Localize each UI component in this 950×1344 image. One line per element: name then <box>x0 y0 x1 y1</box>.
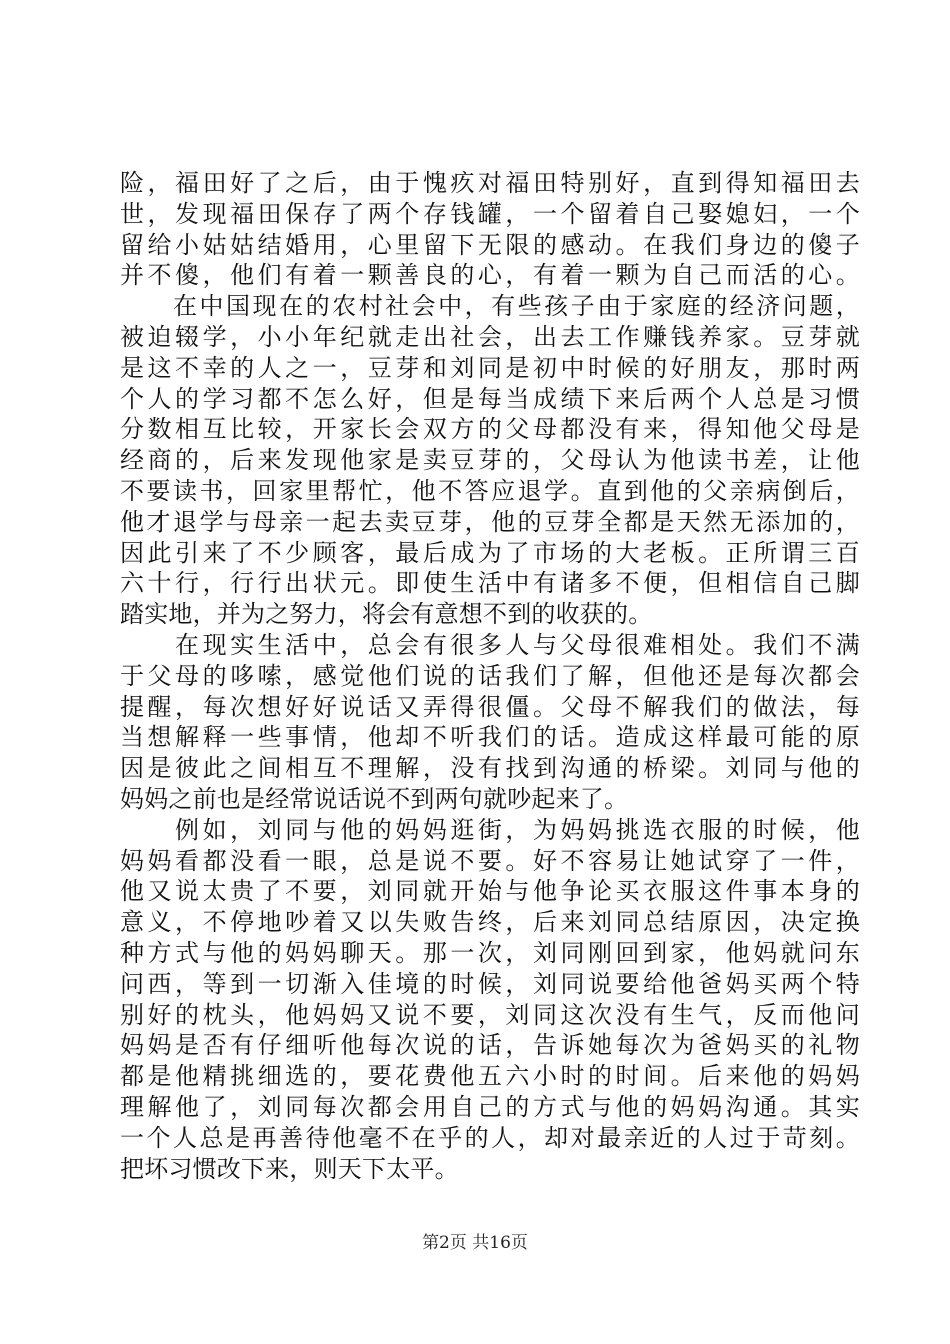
text-line: 意义，不停地吵着又以失败告终，后来刘同总结原因，决定换 <box>120 908 860 937</box>
text-line: 都是他精挑细选的，要花费他五六小时的时间。后来他的妈妈 <box>120 1062 860 1091</box>
text-line: 妈妈是否有仔细听他每次说的话，告诉她每次为爸妈买的礼物 <box>120 1031 860 1060</box>
text-line: 于父母的哆嗦，感觉他们说的话我们了解，但他还是每次都会 <box>120 661 860 690</box>
text-line: 一个人总是再善待他毫不在乎的人，却对最亲近的人过于苛刻。 <box>120 1123 860 1152</box>
text-line: 他又说太贵了不要，刘同就开始与他争论买衣服这件事本身的 <box>120 877 860 906</box>
text-line: 并不傻，他们有着一颗善良的心，有着一颗为自己而活的心。 <box>120 261 860 290</box>
text-line: 个人的学习都不怎么好，但是每当成绩下来后两个人总是习惯 <box>120 384 860 413</box>
text-line: 踏实地，并为之努力，将会有意想不到的收获的。 <box>120 600 653 629</box>
text-line: 不要读书，回家里帮忙，他不答应退学。直到他的父亲病倒后， <box>120 476 860 505</box>
body-text <box>120 168 860 1184</box>
text-line: 六十行，行行出状元。即使生活中有诸多不便，但相信自己脚 <box>120 569 860 598</box>
text-line: 妈妈之前也是经常说话说不到两句就吵起来了。 <box>120 784 629 813</box>
text-line: 把坏习惯改下来，则天下太平。 <box>120 1154 459 1183</box>
text-line: 提醒，每次想好好说话又弄得很僵。父母不解我们的做法，每 <box>120 692 860 721</box>
text-line: 妈妈看都没看一眼，总是说不要。好不容易让她试穿了一件， <box>120 846 860 875</box>
text-line: 世，发现福田保存了两个存钱罐，一个留着自己娶媳妇，一个 <box>120 199 860 228</box>
text-line: 分数相互比较，开家长会双方的父母都没有来，得知他父母是 <box>120 415 860 444</box>
text-line: 留给小姑姑结婚用，心里留下无限的感动。在我们身边的傻子 <box>120 230 860 259</box>
text-line: 在中国现在的农村社会中，有些孩子由于家庭的经济问题， <box>120 292 860 321</box>
text-line: 是这不幸的人之一，豆芽和刘同是初中时候的好朋友，那时两 <box>120 353 860 382</box>
text-line: 问西，等到一切渐入佳境的时候，刘同说要给他爸妈买两个特 <box>120 969 860 998</box>
page-number-footer: 第2页 共16页 <box>422 1233 528 1253</box>
text-line: 别好的枕头，他妈妈又说不要，刘同这次没有生气，反而他问 <box>120 1000 860 1029</box>
text-line: 在现实生活中，总会有很多人与父母很难相处。我们不满 <box>120 630 860 659</box>
text-line: 例如，刘同与他的妈妈逛街，为妈妈挑选衣服的时候，他 <box>120 815 860 844</box>
text-line: 因此引来了不少顾客，最后成为了市场的大老板。正所谓三百 <box>120 538 860 567</box>
text-line: 经商的，后来发现他家是卖豆芽的，父母认为他读书差，让他 <box>120 446 860 475</box>
text-line: 他才退学与母亲一起去卖豆芽，他的豆芽全都是天然无添加的， <box>120 507 860 536</box>
text-line: 理解他了，刘同每次都会用自己的方式与他的妈妈沟通。其实 <box>120 1092 860 1121</box>
text-line: 当想解释一些事情，他却不听我们的话。造成这样最可能的原 <box>120 723 860 752</box>
text-line: 险，福田好了之后，由于愧疚对福田特别好，直到得知福田去 <box>120 169 860 197</box>
text-line: 因是彼此之间相互不理解，没有找到沟通的桥梁。刘同与他的 <box>120 754 860 783</box>
text-line: 被迫辍学，小小年纪就走出社会，出去工作赚钱养家。豆芽就 <box>120 322 860 351</box>
text-line: 种方式与他的妈妈聊天。那一次，刘同刚回到家，他妈就问东 <box>120 938 860 967</box>
